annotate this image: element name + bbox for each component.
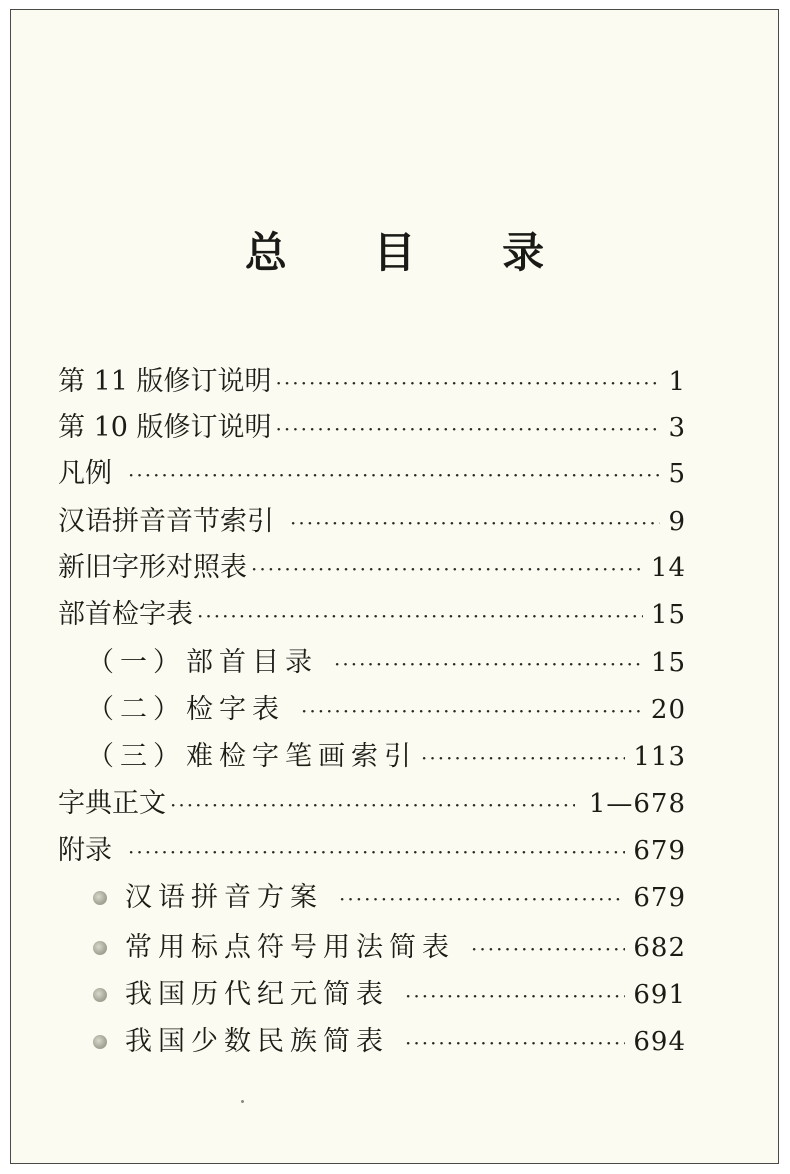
toc-entry-label: 我国历代纪元简表	[125, 979, 389, 1010]
toc-entry-label: 第 10 版修订说明	[58, 412, 272, 443]
toc-entry-era-table[interactable]	[93, 975, 686, 1015]
bullet-icon	[93, 1035, 107, 1049]
toc-entry-label: （二）检字表	[87, 694, 285, 725]
toc-entry-punctuation-table[interactable]	[93, 928, 686, 968]
toc-entry-page: 1	[668, 367, 686, 397]
toc-entry-main-text[interactable]	[58, 784, 686, 824]
toc-entry-character-index[interactable]	[87, 690, 686, 730]
toc-entry-appendix[interactable]	[58, 831, 686, 871]
toc-entry-radical-list[interactable]	[87, 643, 686, 683]
toc-entry-10th-edition-notes[interactable]	[58, 408, 686, 448]
toc-entry-page: 679	[633, 883, 686, 913]
toc-entry-page: 691	[633, 980, 686, 1010]
toc-entry-label: 我国少数民族简表	[125, 1026, 389, 1057]
dot-leader	[421, 738, 625, 778]
toc-entry-label: 新旧字形对照表	[58, 552, 247, 583]
toc-entry-page: 15	[650, 600, 686, 630]
toc-entry-page: 9	[668, 507, 686, 537]
toc-entry-page: 14	[650, 553, 686, 583]
table-of-contents	[11, 10, 778, 1163]
bullet-icon	[93, 988, 107, 1002]
document-page	[10, 9, 779, 1164]
toc-entry-pinyin-scheme[interactable]	[93, 878, 686, 918]
toc-entry-label: 字典正文	[58, 788, 166, 819]
dot-leader	[197, 596, 643, 636]
toc-entry-label: （三）难检字笔画索引	[87, 741, 417, 772]
dot-leader	[405, 976, 625, 1016]
dot-leader	[405, 1023, 625, 1063]
dot-leader	[471, 929, 625, 969]
toc-entry-11th-edition-notes[interactable]	[58, 362, 686, 402]
toc-entry-glyph-comparison[interactable]	[58, 548, 686, 588]
toc-entry-label: 常用标点符号用法简表	[125, 932, 455, 963]
toc-entry-label: （一）部首目录	[87, 647, 318, 678]
toc-entry-page: 5	[668, 459, 686, 489]
bullet-icon	[93, 891, 107, 905]
bullet-icon	[93, 941, 107, 955]
toc-entry-page: 15	[650, 648, 686, 678]
dot-leader	[301, 691, 643, 731]
toc-entry-page: 694	[633, 1027, 686, 1057]
dot-leader	[251, 549, 643, 589]
page-title: 总 目 录	[244, 228, 581, 277]
toc-entry-page: 1—678	[588, 789, 686, 819]
toc-entry-label: 部首检字表	[58, 599, 193, 630]
dot-leader	[290, 503, 660, 543]
toc-entry-page: 679	[633, 836, 686, 866]
toc-entry-label: 汉语拼音音节索引	[58, 506, 274, 537]
toc-entry-conventions[interactable]	[58, 454, 686, 494]
dot-leader	[128, 832, 625, 872]
toc-entry-label: 汉语拼音方案	[125, 882, 323, 913]
toc-entry-label: 第 11 版修订说明	[58, 366, 272, 397]
print-speck	[241, 1100, 244, 1103]
dot-leader	[170, 785, 575, 825]
toc-entry-page: 682	[633, 933, 686, 963]
dot-leader	[276, 363, 661, 403]
toc-entry-ethnic-groups-table[interactable]	[93, 1022, 686, 1062]
toc-entry-pinyin-index[interactable]	[58, 502, 686, 542]
toc-entry-label: 凡例	[58, 458, 112, 489]
toc-entry-page: 3	[668, 413, 686, 443]
toc-entry-page: 20	[650, 695, 686, 725]
toc-entry-page: 113	[633, 742, 686, 772]
dot-leader	[339, 879, 625, 919]
toc-entry-stroke-index[interactable]	[87, 737, 686, 777]
dot-leader	[276, 409, 661, 449]
dot-leader	[334, 644, 643, 684]
toc-entry-label: 附录	[58, 835, 112, 866]
dot-leader	[128, 455, 660, 495]
toc-entry-radical-index[interactable]	[58, 595, 686, 635]
